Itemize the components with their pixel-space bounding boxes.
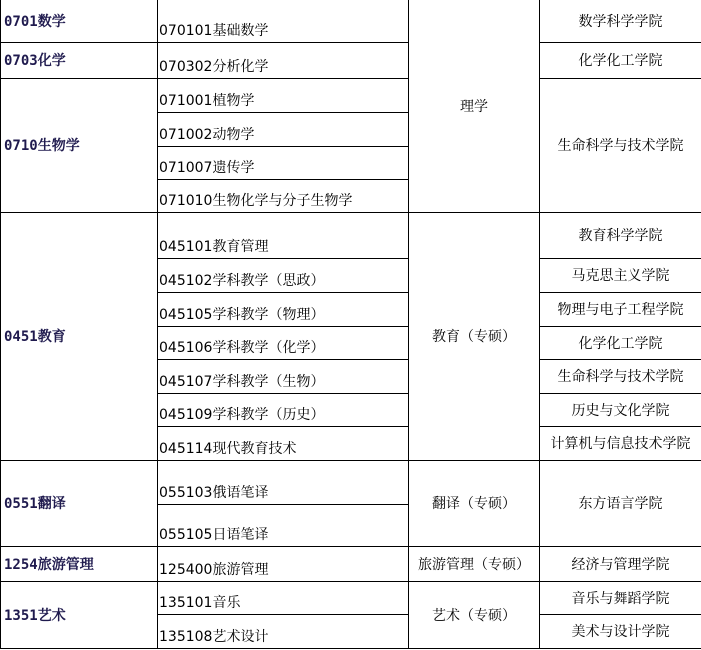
major-cell: 0703化学	[1, 42, 158, 78]
school-cell: 美术与设计学院	[540, 614, 701, 648]
school-cell: 数学科学学院	[540, 0, 701, 42]
table-row	[1, 212, 701, 258]
major-cell: 0710生物学	[1, 78, 158, 212]
school-cell: 化学化工学院	[540, 42, 701, 78]
school-cell: 经济与管理学院	[540, 546, 701, 581]
subject-cell: 071007遗传学	[158, 146, 409, 179]
major-cell: 0701数学	[1, 0, 158, 42]
subject-cell: 045114现代教育技术	[158, 426, 409, 460]
subject-cell: 135101音乐	[158, 581, 409, 614]
category-cell: 教育（专硕）	[409, 212, 540, 460]
subject-cell: 045106学科教学（化学）	[158, 326, 409, 359]
category-cell: 翻译（专硕）	[409, 460, 540, 546]
subject-cell: 045102学科教学（思政）	[158, 258, 409, 292]
subject-cell: 135108艺术设计	[158, 614, 409, 648]
major-cell: 1351艺术	[1, 581, 158, 648]
subject-cell: 045107学科教学（生物）	[158, 359, 409, 393]
subject-cell: 045105学科教学（物理）	[158, 292, 409, 326]
subject-cell: 071002动物学	[158, 112, 409, 146]
school-cell: 生命科学与技术学院	[540, 359, 701, 393]
category-cell: 旅游管理（专硕）	[409, 546, 540, 581]
school-cell: 马克思主义学院	[540, 258, 701, 292]
table-row	[1, 42, 701, 78]
major-cell: 0551翻译	[1, 460, 158, 546]
subject-cell: 055105日语笔译	[158, 504, 409, 546]
table-row	[1, 78, 701, 112]
subject-cell: 055103俄语笔译	[158, 460, 409, 504]
school-cell: 音乐与舞蹈学院	[540, 581, 701, 614]
school-cell: 化学化工学院	[540, 326, 701, 359]
school-cell: 教育科学学院	[540, 212, 701, 258]
category-cell: 艺术（专硕）	[409, 581, 540, 648]
table-row	[1, 546, 701, 581]
school-cell: 生命科学与技术学院	[540, 78, 701, 212]
subject-cell: 045101教育管理	[158, 212, 409, 258]
school-cell: 历史与文化学院	[540, 393, 701, 426]
subject-cell: 125400旅游管理	[158, 546, 409, 581]
school-cell: 物理与电子工程学院	[540, 292, 701, 326]
subject-cell: 070101基础数学	[158, 0, 409, 42]
subject-cell: 071010生物化学与分子生物学	[158, 179, 409, 212]
category-cell: 理学	[409, 0, 540, 212]
school-cell: 东方语言学院	[540, 460, 701, 546]
major-cell: 0451教育	[1, 212, 158, 460]
table-row	[1, 581, 701, 614]
subject-cell: 070302分析化学	[158, 42, 409, 78]
subject-cell: 071001植物学	[158, 78, 409, 112]
table-row	[1, 460, 701, 504]
table-row	[1, 0, 701, 42]
subject-cell: 045109学科教学（历史）	[158, 393, 409, 426]
school-cell: 计算机与信息技术学院	[540, 426, 701, 460]
major-cell: 1254旅游管理	[1, 546, 158, 581]
